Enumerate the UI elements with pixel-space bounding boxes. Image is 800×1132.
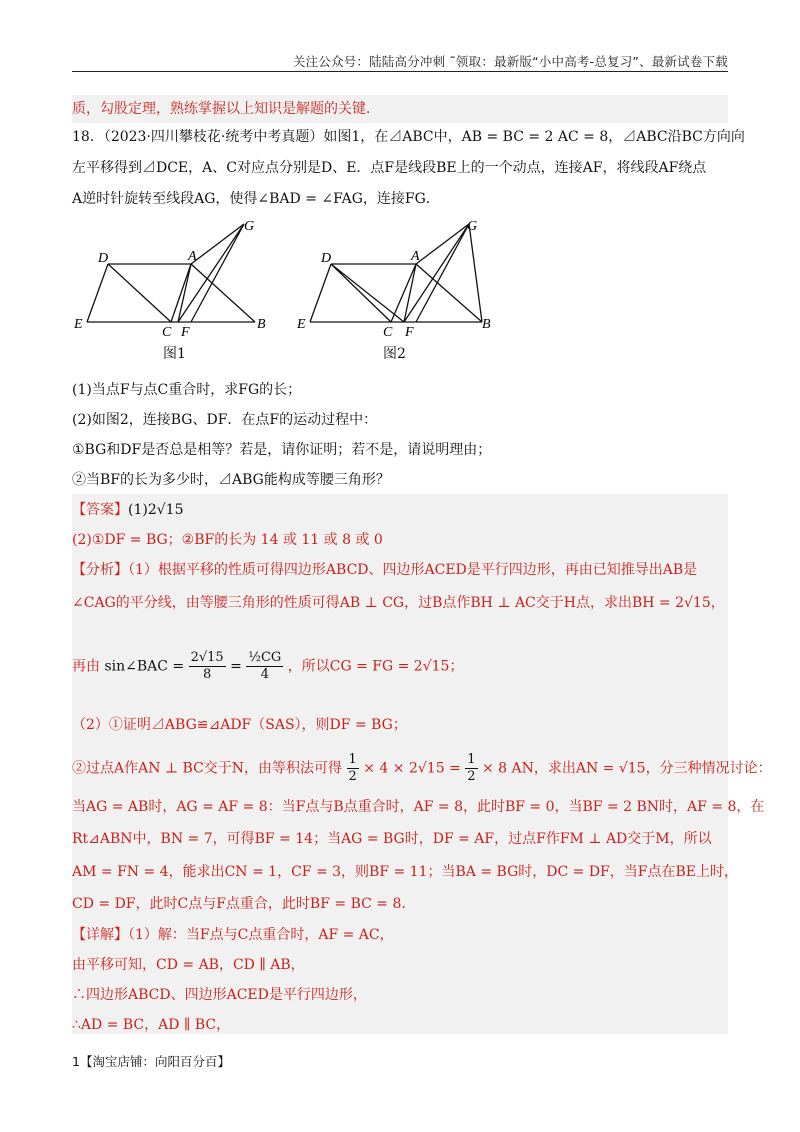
half-2-num: 1: [467, 752, 476, 767]
fig2-label-B: B: [482, 317, 491, 332]
fig1-label-G: G: [244, 219, 255, 234]
question-line-3: A逆时针旋转至线段AG，使得∠BAD = ∠FAG，连接FG．: [72, 191, 440, 207]
subquestion-2a: ①BG和DF是否总是相等？若是，请你证明；若不是，请说明理由；: [72, 442, 492, 458]
header-rule: [72, 71, 728, 72]
fig1-label-C: C: [162, 325, 172, 340]
analysis-3-sin: sin∠BAC =: [104, 658, 185, 675]
answer-2: (2)①DF = BG；②BF的长为 14 或 11 或 8 或 0: [72, 532, 383, 548]
fig2-label-C: C: [383, 325, 393, 340]
fig1-label-B: B: [257, 317, 266, 332]
analysis-tag: 【分析】: [72, 562, 128, 578]
question-line-2: 左平移得到⊿DCE，A、C对应点分别是D、E．点F是线段BE上的一个动点，连接AF，将线段AF绕点: [72, 160, 707, 176]
half-1-num: 1: [348, 752, 357, 767]
subquestion-2b: ②当BF的长为多少时，⊿ABG能构成等腰三角形？: [72, 472, 390, 488]
analysis-5-prefix: ②过点A作AN ⊥ BC交于N，由等积法可得: [72, 760, 343, 777]
fig2-label-G: G: [467, 219, 478, 234]
page-header: 关注公众号：陆陆高分冲刺 ˜领取：最新版“小中高考-总复习”、最新试卷下载: [292, 54, 728, 69]
analysis-line-7: Rt⊿ABN中，BN = 7，可得BF = 14；当AG = BG时，DF = AF，过点F作FM ⊥ AD交于M，所以: [72, 831, 712, 847]
detail-line-2: 由平移可知，CD = AB，CD ∥ AB，: [72, 957, 305, 973]
fig2-label-A: A: [411, 249, 420, 264]
analysis-text-1: （1）根据平移的性质可得四边形ABCD、四边形ACED是平行四边形，再由已知推导出AB是: [128, 562, 698, 578]
figure-2-caption: 图2: [383, 346, 406, 362]
fraction-2-num: ½CG: [248, 650, 282, 665]
half-fraction-1: [347, 752, 359, 785]
subquestion-1: (1)当点F与点C重合时，求FG的长；: [72, 382, 302, 398]
fig1-label-A: A: [188, 249, 197, 264]
fig2-label-E: E: [297, 317, 306, 332]
detail-line-1: [72, 925, 394, 945]
detail-tag: 【详解】: [72, 927, 128, 943]
detail-line-4: ∴AD = BC，AD ∥ BC，: [72, 1017, 231, 1033]
half-1-den: 2: [348, 769, 357, 784]
analysis-3-eq: =: [230, 658, 242, 675]
analysis-line-4: （2）①证明⊿ABG≌⊿ADF（SAS），则DF = BG；: [72, 717, 407, 733]
analysis-5-mid2: × 8 AN，求出AN = √15，分三种情况讨论：: [481, 760, 772, 777]
answer-1: (1)2√15: [128, 502, 184, 518]
subquestion-2: (2)如图2，连接BG、DF．在点F的运动过程中：: [72, 412, 378, 428]
analysis-line-9: CD = DF，此时C点与F点重合，此时BF = BC = 8．: [72, 896, 416, 912]
detail-line-3: ∴四边形ABCD、四边形ACED是平行四边形，: [72, 987, 367, 1003]
fraction-1-den: 8: [203, 667, 212, 682]
fraction-1-num: 2√15: [190, 650, 224, 665]
fig2-label-F: F: [405, 325, 414, 340]
analysis-5-mid: × 4 × 2√15 =: [363, 760, 461, 777]
analysis-line-5: [72, 752, 772, 785]
answer-line-1: [72, 500, 183, 520]
analysis-line-3: [72, 650, 463, 683]
figure-2: [295, 212, 505, 342]
detail-text-1: （1）解：当F点与C点重合时，AF = AC，: [128, 927, 394, 943]
half-2-den: 2: [467, 769, 476, 784]
fig1-label-E: E: [74, 317, 83, 332]
half-fraction-2: [465, 752, 477, 785]
analysis-line-1: [72, 560, 697, 580]
fig1-label-D: D: [98, 251, 109, 266]
fraction-2-den: 4: [260, 667, 269, 682]
analysis-3-suffix: ，所以CG = FG = 2√15；: [287, 658, 464, 675]
prev-tail: 质，勾股定理，熟练掌握以上知识是解题的关键．: [72, 101, 380, 117]
question-line-1: 18．（2023·四川攀枝花·统考中考真题）如图1，在⊿ABC中，AB = BC = 2 AC = 8，⊿ABC沿BC方向向: [72, 129, 745, 145]
page-footer: 1【淘宝店铺：向阳百分百】: [72, 1054, 230, 1069]
analysis-3-prefix: 再由: [72, 658, 100, 675]
answer-tag: 【答案】: [72, 502, 128, 518]
analysis-line-8: AM = FN = 4，能求出CN = 1，CF = 3，则BF = 11；当BA = BG时，DC = DF，当F点在BE上时，: [72, 864, 738, 880]
fig2-label-D: D: [321, 251, 332, 266]
figure-1-caption: 图1: [163, 346, 186, 362]
figure-1: [72, 212, 282, 342]
analysis-line-2: ∠CAG的平分线，由等腰三角形的性质可得AB ⊥ CG，过B点作BH ⊥ AC交于H点，求出BH = 2√15，: [72, 595, 725, 611]
fraction-1: [189, 650, 226, 683]
analysis-line-6: 当AG = AB时，AG = AF = 8：当F点与B点重合时，AF = 8，此时BF = 0，当BF = 2 BN时，AF = 8，在: [72, 799, 765, 815]
fig1-label-F: F: [181, 325, 190, 340]
fraction-2: [246, 650, 283, 683]
